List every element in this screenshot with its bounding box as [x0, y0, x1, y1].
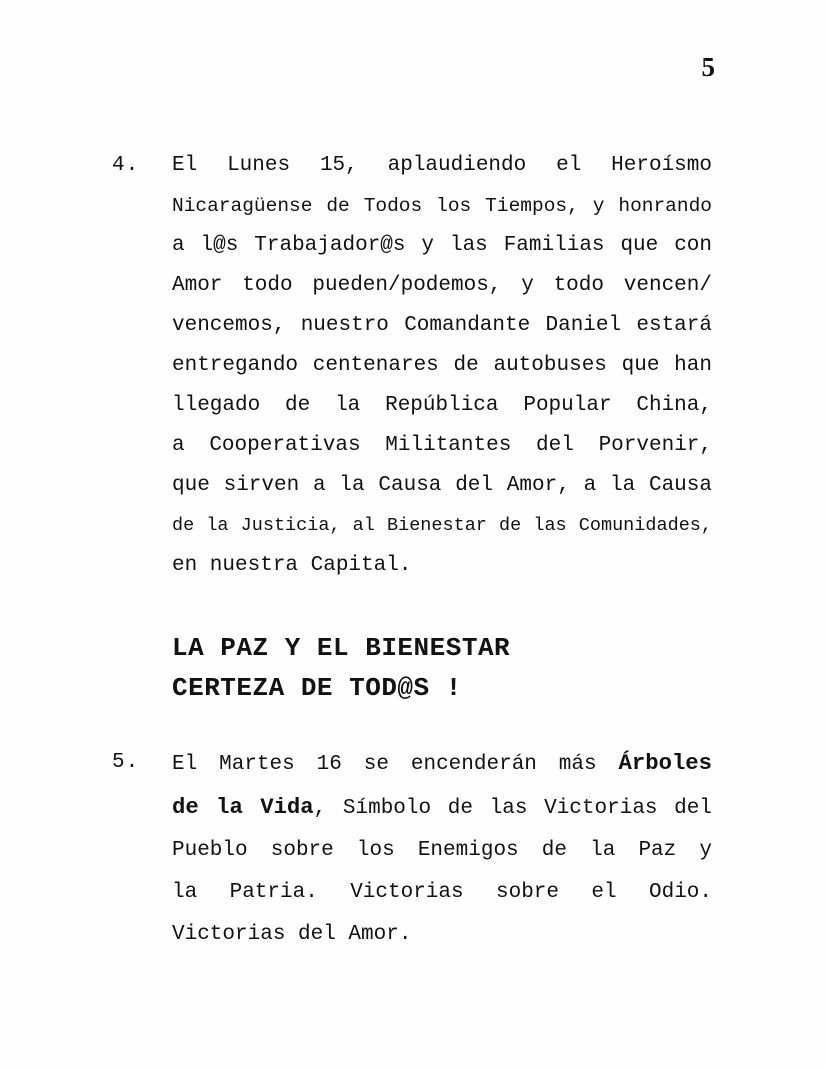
text-line	[172, 742, 712, 786]
text-line: de la Justicia, al Bienestar de las Comunidades,	[172, 515, 712, 536]
text-line: que sirven a la Causa del Amor, a la Causa	[172, 474, 712, 497]
text-line: Pueblo sobre los Enemigos de la Paz y	[172, 839, 712, 862]
document-content	[112, 146, 712, 956]
text-line: a Cooperativas Militantes del Porvenir,	[172, 434, 712, 457]
slogan-line-2: CERTEZA DE TOD@S !	[172, 673, 462, 703]
text-line: en nuestra Capital.	[172, 554, 412, 577]
text-line: entregando centenares de autobuses que han	[172, 354, 712, 377]
text-segment: El Martes 16 se encenderán más	[172, 753, 619, 776]
page-number: 5	[701, 52, 715, 82]
slogan-line-1: LA PAZ Y EL BIENESTAR	[172, 633, 511, 663]
text-segment: , Símbolo de las Victorias del	[313, 797, 712, 820]
text-line: El Lunes 15, aplaudiendo el Heroísmo	[172, 154, 712, 177]
text-line: Amor todo pueden/podemos, y todo vencen/	[172, 274, 712, 297]
text-line: Victorias del Amor.	[172, 923, 412, 946]
list-item-4	[112, 146, 712, 586]
item-5-marker: 5.	[112, 751, 140, 774]
text-segment-bold: de la Vida	[172, 794, 314, 820]
item-4-text	[172, 146, 712, 586]
text-line: la Patria. Victorias sobre el Odio.	[172, 881, 712, 904]
list-item-5	[112, 742, 712, 956]
text-line: Nicaragüense de Todos los Tiempos, y honrando	[172, 195, 712, 217]
text-line: a l@s Trabajador@s y las Familias que con	[172, 234, 712, 257]
item-4-marker: 4.	[112, 154, 140, 177]
text-line: vencemos, nuestro Comandante Daniel estará	[172, 314, 712, 337]
text-line	[172, 786, 712, 830]
text-line: llegado de la República Popular China,	[172, 394, 712, 417]
text-segment-bold: Árboles	[618, 750, 712, 776]
slogan-text	[172, 628, 712, 708]
slogan-block	[112, 628, 712, 708]
item-5-text	[172, 742, 712, 956]
